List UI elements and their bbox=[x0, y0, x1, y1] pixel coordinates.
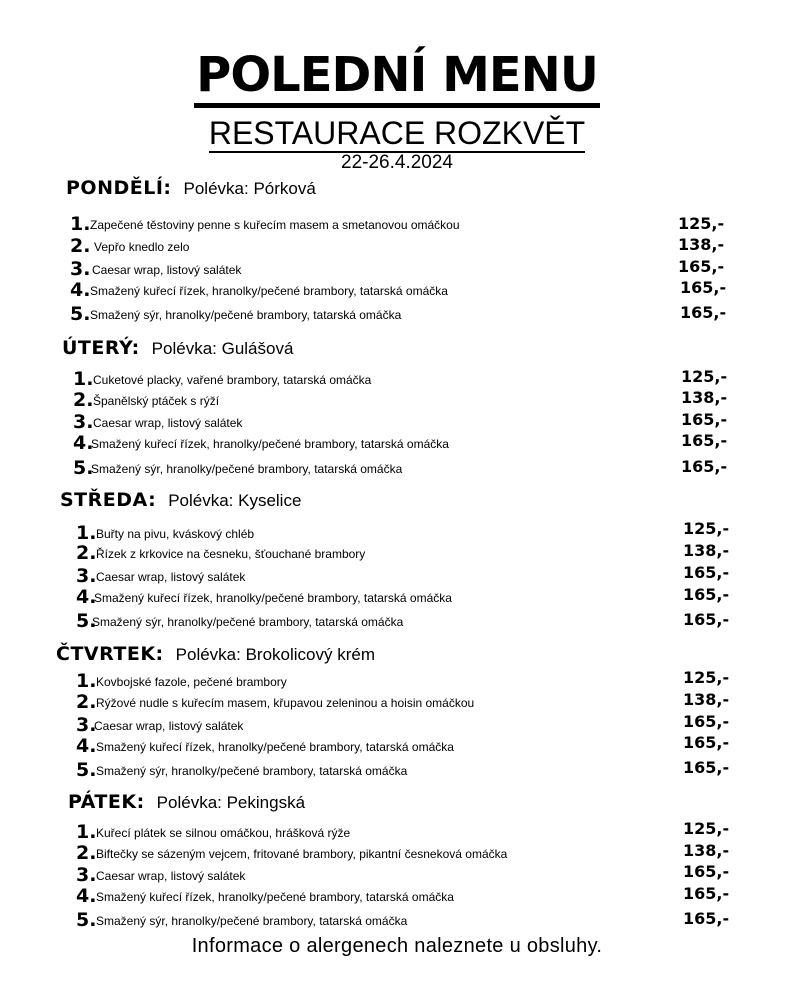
dish-name: Zapečené těstoviny penne s kuřecím masem a smetanovou omáčkou bbox=[90, 218, 460, 232]
dish-price: 138,- bbox=[678, 235, 725, 254]
item-number: 5. bbox=[76, 610, 97, 632]
item-number: 2. bbox=[73, 389, 94, 411]
dish-price: 165,- bbox=[683, 610, 730, 629]
dish-name: Vepřo knedlo zelo bbox=[94, 240, 190, 254]
dish-name: Smažený sýr, hranolky/pečené brambory, tatarská omáčka bbox=[96, 764, 408, 778]
item-number: 5. bbox=[70, 303, 91, 325]
item-number: 4. bbox=[73, 432, 94, 454]
day-name: PONDĚLÍ: bbox=[66, 177, 172, 199]
item-number: 3. bbox=[76, 565, 97, 587]
dish-name: Caesar wrap, listový salátek bbox=[94, 719, 244, 733]
item-number: 5. bbox=[76, 759, 97, 781]
item-number: 1. bbox=[70, 213, 91, 235]
day-name: ÚTERÝ: bbox=[62, 337, 140, 359]
item-number: 3. bbox=[70, 258, 91, 280]
dish-name: Kuřecí plátek se silnou omáčkou, hrášková rýže bbox=[96, 826, 351, 840]
item-number: 3. bbox=[76, 714, 97, 736]
item-number: 2. bbox=[70, 235, 91, 257]
dish-name: Caesar wrap, listový salátek bbox=[92, 263, 242, 277]
dish-price: 165,- bbox=[678, 257, 725, 276]
dish-name: Španělský ptáček s rýží bbox=[93, 394, 220, 408]
dish-name: Smažený kuřecí řízek, hranolky/pečené brambory, tatarská omáčka bbox=[91, 437, 449, 451]
dish-price: 165,- bbox=[683, 733, 730, 752]
dish-name: Buřty na pivu, kváskový chléb bbox=[96, 527, 255, 541]
dish-price: 165,- bbox=[681, 410, 728, 429]
dish-name: Smažený sýr, hranolky/pečené brambory, tatarská omáčka bbox=[91, 462, 403, 476]
dish-price: 165,- bbox=[681, 431, 728, 450]
dish-price: 165,- bbox=[683, 884, 730, 903]
item-number: 2. bbox=[76, 842, 97, 864]
item-number: 2. bbox=[76, 691, 97, 713]
dish-price: 165,- bbox=[681, 457, 728, 476]
dish-price: 125,- bbox=[681, 367, 728, 386]
dish-price: 138,- bbox=[683, 690, 730, 709]
dish-name: Řízek z krkovice na česneku, šťouchané brambory bbox=[96, 547, 366, 561]
soup-label: Polévka: Brokolicový krém bbox=[175, 645, 375, 664]
dish-name: Smažený sýr, hranolky/pečené brambory, tatarská omáčka bbox=[90, 308, 402, 322]
dish-price: 138,- bbox=[683, 841, 730, 860]
dish-name: Smažený kuřecí řízek, hranolky/pečené brambory, tatarská omáčka bbox=[96, 740, 454, 754]
item-number: 4. bbox=[76, 885, 97, 907]
dish-price: 165,- bbox=[680, 278, 727, 297]
dish-price: 125,- bbox=[683, 519, 730, 538]
dish-price: 165,- bbox=[683, 909, 730, 928]
restaurant-name: RESTAURACE ROZKVĚT bbox=[208, 115, 586, 151]
dish-name: Rýžové nudle s kuřecím masem, křupavou zeleninou a hoisin omáčkou bbox=[96, 696, 475, 710]
item-number: 1. bbox=[73, 368, 94, 390]
dish-name: Kovbojské fazole, pečené brambory bbox=[96, 675, 287, 689]
dish-name: Smažený sýr, hranolky/pečené brambory, tatarská omáčka bbox=[92, 615, 404, 629]
item-number: 1. bbox=[76, 670, 97, 692]
item-number: 3. bbox=[73, 411, 94, 433]
dish-name: Caesar wrap, listový salátek bbox=[96, 570, 246, 584]
menu-dates: 22-26.4.2024 bbox=[341, 152, 453, 173]
dish-name: Smažený kuřecí řízek, hranolky/pečené brambory, tatarská omáčka bbox=[90, 284, 448, 298]
dish-name: Smažený sýr, hranolky/pečené brambory, tatarská omáčka bbox=[96, 914, 408, 928]
item-number: 1. bbox=[76, 522, 97, 544]
item-number: 3. bbox=[76, 864, 97, 886]
item-number: 2. bbox=[76, 542, 97, 564]
menu-title: POLEDNÍ MENU bbox=[0, 46, 794, 104]
soup-label: Polévka: Pekingská bbox=[156, 793, 306, 812]
day-name: STŘEDA: bbox=[60, 489, 157, 511]
item-number: 1. bbox=[76, 821, 97, 843]
day-name: ČTVRTEK: bbox=[56, 643, 164, 665]
item-number: 4. bbox=[76, 586, 97, 608]
dish-price: 165,- bbox=[683, 712, 730, 731]
soup-label: Polévka: Pórková bbox=[183, 179, 316, 198]
item-number: 5. bbox=[76, 909, 97, 931]
dish-name: Smažený kuřecí řízek, hranolky/pečené brambory, tatarská omáčka bbox=[94, 591, 452, 605]
dish-price: 165,- bbox=[683, 563, 730, 582]
day-name: PÁTEK: bbox=[68, 791, 145, 813]
dish-price: 165,- bbox=[683, 585, 730, 604]
day-heading-friday bbox=[68, 791, 305, 817]
day-heading-tuesday bbox=[62, 337, 293, 363]
dish-price: 138,- bbox=[683, 541, 730, 560]
item-number: 4. bbox=[76, 735, 97, 757]
dish-name: Caesar wrap, listový salátek bbox=[96, 869, 246, 883]
dish-price: 125,- bbox=[683, 668, 730, 687]
item-number: 4. bbox=[70, 279, 91, 301]
dish-price: 165,- bbox=[683, 862, 730, 881]
dish-price: 125,- bbox=[683, 819, 730, 838]
item-number: 5. bbox=[73, 457, 94, 479]
dish-price: 165,- bbox=[680, 303, 727, 322]
soup-label: Polévka: Kyselice bbox=[168, 491, 302, 510]
day-heading-monday bbox=[66, 177, 316, 203]
dish-name: Caesar wrap, listový salátek bbox=[93, 416, 243, 430]
dish-price: 125,- bbox=[678, 214, 725, 233]
allergen-note: Informace o alergenech naleznete u obsluhy. bbox=[191, 935, 603, 957]
day-heading-wednesday bbox=[60, 489, 301, 515]
dish-price: 165,- bbox=[683, 758, 730, 777]
day-heading-thursday bbox=[56, 643, 375, 669]
dish-name: Biftečky se sázeným vejcem, fritované brambory, pikantní česneková omáčka bbox=[96, 847, 508, 861]
dish-name: Smažený kuřecí řízek, hranolky/pečené brambory, tatarská omáčka bbox=[96, 890, 454, 904]
dish-name: Cuketové placky, vařené brambory, tatarská omáčka bbox=[93, 373, 372, 387]
soup-label: Polévka: Gulášová bbox=[151, 339, 294, 358]
dish-price: 138,- bbox=[681, 388, 728, 407]
